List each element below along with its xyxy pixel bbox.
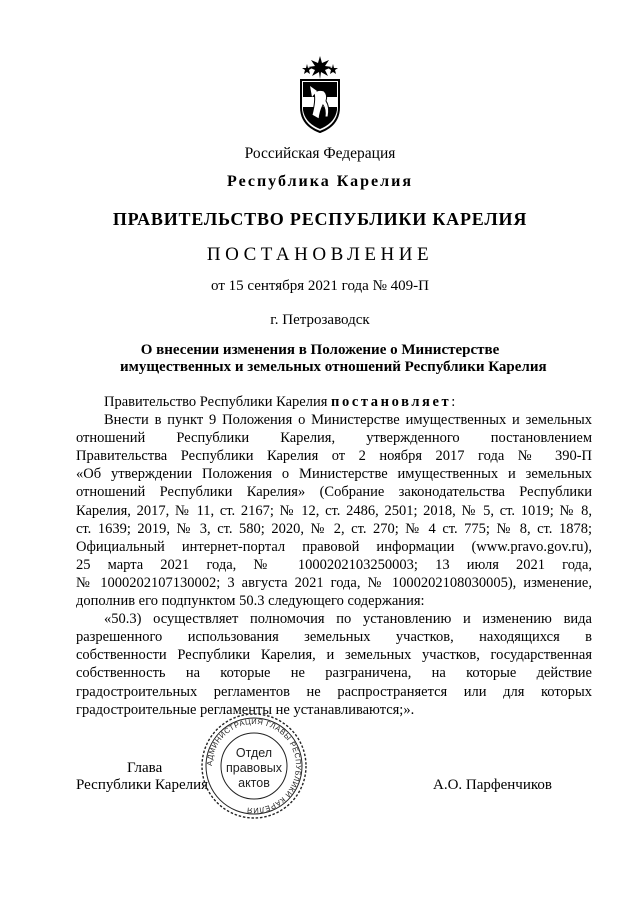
signatory-title: Глава	[127, 760, 163, 776]
paragraph-line: № 1000202107130002; 3 августа 2021 года, № 1000202108030005), изменение,	[76, 574, 592, 591]
government-title: ПРАВИТЕЛЬСТВО РЕСПУБЛИКИ КАРЕЛИЯ	[112, 209, 528, 229]
stamp-ring-text: АДМИНИСТРАЦИЯ ГЛАВЫ РЕСПУБЛИКИ КАРЕЛИЯ	[204, 716, 304, 816]
resolution-intro	[76, 393, 592, 411]
coat-of-arms-icon	[298, 55, 342, 133]
stamp-line: актов	[238, 776, 270, 790]
paragraph-line: Карелия, 2017, № 11, ст. 2167; № 12, ст. 2486, 2501; 2018, № 5, ст. 1019; № 8,	[76, 502, 592, 519]
paragraph-line: разрешенного использования земельных участков, находящихся в	[76, 629, 592, 646]
signatory-region: Республики Карелия	[76, 777, 209, 793]
paragraph-line: дополнив его подпунктом 50.3 следующего содержания:	[76, 593, 425, 610]
republic-name: Республика Карелия	[227, 173, 413, 190]
paragraph-line: ст. 1639; 2019, № 3, ст. 580; 2020, № 2, ст. 270; № 4 ст. 775; № 8, ст. 1878;	[76, 520, 592, 537]
paragraph-line: отношений Республики Карелия, утвержденного постановлением	[76, 430, 592, 447]
intro-suffix: :	[451, 394, 456, 410]
paragraph-line: «50.3) осуществляет полномочия по установлению и изменению вида	[104, 611, 592, 628]
intro-prefix: Правительство Республики Карелия	[104, 394, 332, 410]
paragraph-line: градостроительных регламентов не распространяется или для которых	[76, 683, 592, 700]
paragraph-line: Внести в пункт 9 Положения о Министерстве имущественных и земельных	[104, 412, 592, 429]
paragraph-line: отношений Республики Карелия» (Собрание законодательства Республики	[76, 484, 592, 501]
stamp-line: правовых	[226, 761, 282, 775]
country-name: Российская Федерация	[244, 145, 396, 162]
paragraph-line: «Об утверждении Положения о Министерстве имущественных и земельных	[76, 466, 592, 483]
paragraph-line: Правительства Республики Карелия от 2 ноября 2017 года № 390-П	[76, 448, 592, 465]
subject-line: О внесении изменения в Положение о Министерстве	[140, 342, 500, 358]
paragraph-line: градостроительные регламенты не устанавливаются;».	[76, 701, 415, 718]
document-type: ПОСТАНОВЛЕНИЕ	[206, 244, 434, 265]
official-stamp	[200, 712, 308, 820]
document-subject	[120, 342, 547, 376]
paragraph-line: собственность на которые не разграничена, на которые действие	[76, 665, 592, 682]
paragraph-line: 25 марта 2021 года, № 1000202103250003; 13 июля 2021 года,	[76, 556, 592, 573]
document-body	[76, 393, 592, 719]
paragraph-line: Официальный интернет-портал правовой информации (www.pravo.gov.ru),	[76, 538, 592, 555]
document-city: г. Петрозаводск	[270, 312, 370, 328]
paragraph-line: собственности Республики Карелия, и земельных участков, государственная	[76, 647, 592, 664]
document-date-number: от 15 сентября 2021 года № 409-П	[211, 278, 429, 294]
signatory-name: А.О. Парфенчиков	[433, 777, 552, 793]
subject-line: имущественных и земельных отношений Республики Карелия	[120, 359, 547, 375]
stamp-line: Отдел	[235, 746, 273, 760]
intro-verb: постановляет	[331, 394, 452, 410]
